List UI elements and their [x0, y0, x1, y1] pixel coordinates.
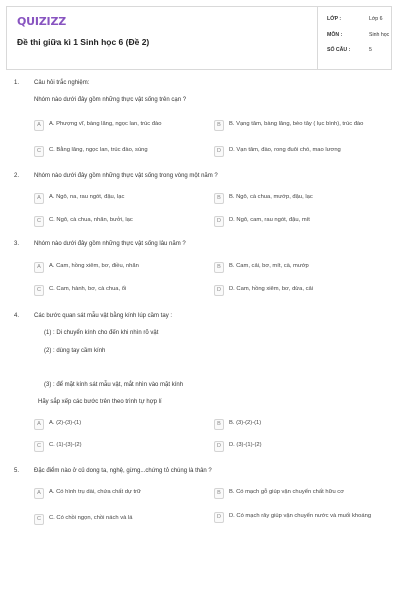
option-letter-badge: D: [214, 512, 224, 523]
option-letter-badge: C: [34, 285, 44, 296]
option-text: D. Vạn tâm, đào, rong đuôi chó, mao lương: [229, 147, 341, 153]
option-letter-badge: A: [34, 419, 44, 430]
option-letter-badge: D: [214, 285, 224, 296]
option-text: A. Cam, hồng xiêm, bơ, điều, nhãn: [49, 263, 139, 269]
option-letter-badge: C: [34, 216, 44, 227]
option-text: A. (2)-(3)-(1): [49, 420, 82, 426]
meta-count: [327, 47, 372, 53]
meta-count-value: 5: [369, 47, 372, 53]
option-text: C. Bằng lăng, ngọc lan, trúc đào, súng: [49, 147, 148, 153]
option-letter-badge: A: [34, 488, 44, 499]
option-letter-badge: B: [214, 120, 224, 131]
meta-subject-key: MÔN :: [327, 32, 343, 38]
option-letter-badge: B: [214, 262, 224, 273]
option-letter-badge: A: [34, 120, 44, 131]
option-letter-badge: C: [34, 146, 44, 157]
option-text: C. Có chồi ngọn, chồi nách và lá: [49, 515, 133, 521]
meta-grade-value: Lớp 6: [369, 16, 383, 22]
option-text: B. Cam, cải, bơ, mít, cà, mướp: [229, 263, 309, 269]
option-text: D. (3)-(1)-(2): [229, 442, 262, 448]
option-text: B. Ngô, cà chua, mướp, đậu, lạc: [229, 194, 313, 200]
question-number: 4.: [14, 313, 20, 319]
option-letter-badge: D: [214, 216, 224, 227]
option-letter-badge: B: [214, 488, 224, 499]
option-text: D. Có mạch rây giúp vận chuyển nước và muối khoáng: [229, 513, 372, 519]
worksheet-header: [6, 6, 392, 70]
meta-grade: [327, 16, 383, 22]
step-line-2: (2) : dùng tay cầm kính: [44, 348, 106, 354]
meta-grade-key: LỚP :: [327, 16, 342, 22]
question-intro: Câu hỏi trắc nghiệm:: [34, 80, 90, 86]
header-divider: [317, 7, 318, 69]
question-number: 2.: [14, 173, 20, 179]
option-text: C. Cam, hành, bơ, cà chua, ổi: [49, 286, 127, 292]
option-letter-badge: D: [214, 441, 224, 452]
option-letter-badge: C: [34, 441, 44, 452]
option-text: C. (1)-(3)-(2): [49, 442, 82, 448]
option-text: A. Phượng vĩ, bàng lăng, ngọc lan, trúc đào: [49, 121, 162, 127]
option-letter-badge: C: [34, 514, 44, 525]
question-text: Nhóm nào dưới đây gồm những thực vật sống trên cạn ?: [34, 97, 187, 103]
question-text: Nhóm nào dưới đây gồm những thực vật sống trong vòng một năm ?: [34, 173, 218, 179]
step-line-3: (3) : để mặt kính sát mẫu vật, mắt nhìn vào mặt kính: [44, 382, 184, 388]
option-letter-badge: A: [34, 262, 44, 273]
question-text: Đặc điểm nào ở củ dong ta, nghệ, gừng...chứng tỏ chúng là thân ?: [34, 468, 212, 474]
question-number: 5.: [14, 468, 20, 474]
question-text: Các bước quan sát mẫu vật bằng kính lúp cầm tay :: [34, 313, 173, 319]
option-text: D. Cam, hồng xiêm, bơ, dừa, cải: [229, 286, 314, 292]
option-text: B. Vạng tâm, bàng lăng, bèo tây ( lục bình), trúc đào: [229, 121, 364, 127]
meta-subject: [327, 32, 389, 38]
option-text: B. (3)-(2)-(1): [229, 420, 262, 426]
worksheet-title: Đề thi giữa kì 1 Sinh học 6 (Đề 2): [17, 37, 150, 47]
option-text: B. Có mạch gỗ giúp vận chuyển chất hữu cơ: [229, 489, 344, 495]
meta-subject-value: Sinh học: [369, 32, 390, 38]
question-instruction: Hãy sắp xếp các bước trên theo trình tự hợp lí: [38, 399, 162, 405]
option-text: D. Ngô, cam, rau ngót, đậu, mít: [229, 217, 310, 223]
question-number: 1.: [14, 80, 20, 86]
option-letter-badge: B: [214, 193, 224, 204]
option-text: A. Ngô, na, rau ngót, đậu, lạc: [49, 194, 125, 200]
question-text: Nhóm nào dưới đây gồm những thực vật sống lâu năm ?: [34, 241, 186, 247]
option-text: C. Ngô, cà chua, nhãn, bưởi, lạc: [49, 217, 133, 223]
option-letter-badge: D: [214, 146, 224, 157]
option-text: A. Có hình trụ dài, chứa chất dự trữ: [49, 489, 141, 495]
option-letter-badge: B: [214, 419, 224, 430]
option-letter-badge: A: [34, 193, 44, 204]
step-line-1: (1) : Di chuyển kính cho đến khi nhìn rõ vật: [44, 330, 159, 336]
meta-count-key: SỐ CÂU :: [327, 47, 351, 53]
question-number: 3.: [14, 241, 20, 247]
quizizz-logo: QUIZIZZ: [17, 15, 66, 28]
